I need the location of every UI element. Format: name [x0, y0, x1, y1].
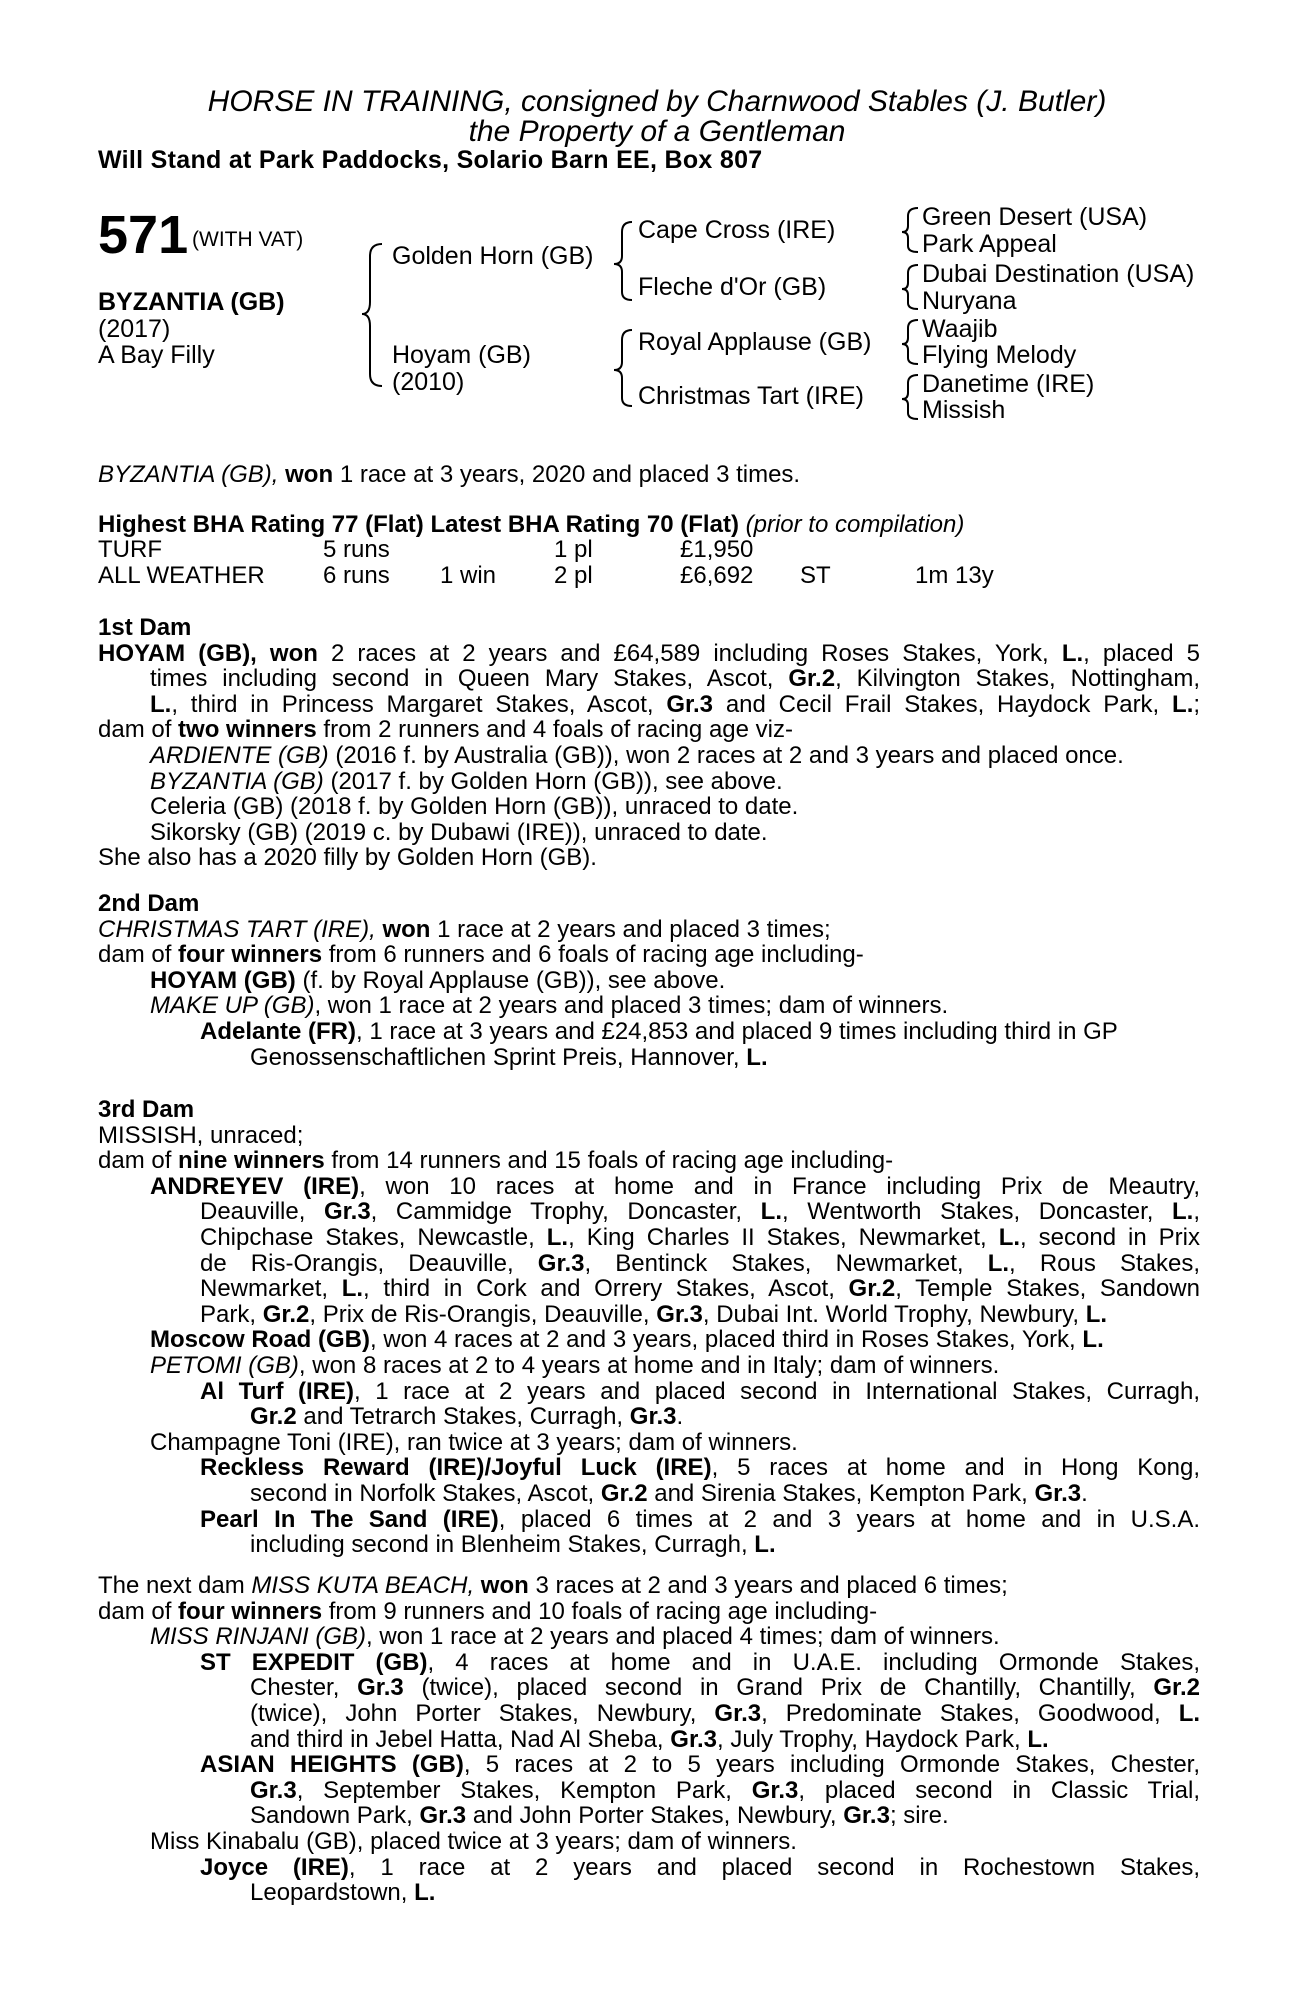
text: including second in Blenheim Stakes, Curragh, — [250, 1531, 748, 1559]
text: Miss Kinabalu (GB), placed twice at 3 years; dam of winners. — [150, 1827, 797, 1855]
text-bold: L. — [1178, 1699, 1201, 1727]
first-dam-section — [98, 615, 1200, 871]
text: from 2 runners and 4 foals of racing age viz- — [323, 716, 793, 744]
text: ; sire. — [889, 1802, 949, 1830]
summary-horse-name: BYZANTIA (GB), — [98, 461, 279, 488]
text-bold: L. — [546, 1223, 569, 1251]
text: , Bentinck Stakes, Newmarket, — [584, 1249, 964, 1277]
text-bold: Gr.3 — [1034, 1479, 1082, 1507]
text: , Temple Stakes, Sandown — [895, 1275, 1200, 1303]
text: 1 race at 2 years and placed 3 times; — [437, 915, 831, 943]
text: dam of — [98, 716, 172, 744]
pedigree-dsd: Flying Melody — [922, 341, 1077, 369]
aw-wins: 1 win — [440, 561, 497, 589]
text: and Sirenia Stakes, Kempton Park, — [654, 1479, 1028, 1507]
text-bold: ASIAN HEIGHTS (GB) — [200, 1751, 464, 1779]
text: , Rous Stakes, — [1009, 1249, 1200, 1277]
text: , won 8 races at 2 to 4 years at home and in Italy; dam of winners. — [298, 1351, 1000, 1379]
text-bold: ANDREYEV (IRE) — [150, 1172, 360, 1200]
text-bold: Pearl In The Sand (IRE) — [200, 1505, 499, 1533]
text-bold: ST EXPEDIT (GB) — [200, 1648, 428, 1676]
rating-table — [98, 537, 1200, 589]
text-bold: HOYAM (GB), won — [98, 639, 318, 667]
text-bold: Gr.3 — [629, 1403, 677, 1431]
property-line: the Property of a Gentleman — [468, 115, 846, 148]
pedigree-dam-dam: Christmas Tart (IRE) — [638, 382, 864, 410]
text: , third in Princess Margaret Stakes, Ascot, — [171, 690, 654, 718]
text: , — [1193, 1198, 1200, 1226]
text-bold: Gr.3 — [666, 690, 714, 718]
text-bold: L. — [1027, 1725, 1049, 1753]
text-bold: Adelante (FR) — [200, 1017, 356, 1045]
text-italic: CHRISTMAS TART (IRE), — [98, 915, 376, 943]
aw-distance: 1m 13y — [915, 561, 994, 589]
progeny-line: She also has a 2020 filly by Golden Horn (GB). — [98, 844, 597, 872]
pedigree-ssd: Park Appeal — [922, 230, 1057, 258]
text: . — [676, 1403, 684, 1431]
pedigree-dds: Danetime (IRE) — [922, 370, 1095, 398]
text: , 1 race at 2 years and placed second in Rochestown Stakes, — [348, 1853, 1201, 1881]
text-bold: Gr.2 — [600, 1479, 648, 1507]
text: MISSISH, unraced; — [98, 1121, 304, 1149]
text: Newmarket, — [200, 1275, 329, 1303]
text: Deauville, — [200, 1198, 306, 1226]
text-bold: L. — [998, 1223, 1021, 1251]
text: , 5 races at home and in Hong Kong, — [711, 1454, 1200, 1482]
text-italic: PETOMI (GB) — [150, 1351, 299, 1379]
summary-text: 1 race at 3 years, 2020 and placed 3 times. — [339, 461, 801, 488]
pedigree-sds: Dubai Destination (USA) — [922, 260, 1195, 288]
text: (f. by Royal Applause (GB)), see above. — [302, 966, 726, 994]
text-bold: Gr.3 — [843, 1802, 890, 1830]
text-bold: Gr.3 — [419, 1802, 467, 1830]
text: and Cecil Frail Stakes, Haydock Park, — [725, 690, 1160, 718]
text: (2017 f. by Golden Horn (GB)), see above. — [330, 767, 783, 795]
aw-money: £6,692 — [680, 561, 754, 589]
aw-runs: 6 runs — [323, 561, 390, 589]
text: dam of — [98, 1147, 172, 1175]
second-dam-section — [98, 891, 1200, 1070]
text-bold: nine winners — [178, 1147, 325, 1175]
text: 3 races at 2 and 3 years and placed 6 times; — [535, 1572, 1008, 1599]
text: , July Trophy, Haydock Park, — [716, 1725, 1021, 1753]
horse-year: (2017) — [98, 315, 171, 343]
consignor-line: HORSE IN TRAINING, consigned by Charnwood Stables (J. Butler) — [207, 85, 1107, 118]
pedigree-sire: Golden Horn (GB) — [392, 242, 594, 270]
rating-heading — [98, 512, 1200, 538]
pedigree-dam: Hoyam (GB) — [392, 341, 531, 369]
text: Chipchase Stakes, Newcastle, — [200, 1223, 535, 1251]
text: , Wentworth Stakes, Doncaster, — [782, 1198, 1154, 1226]
next-dam-section — [98, 1573, 1200, 1906]
text: Park, — [200, 1300, 257, 1328]
turf-runs: 5 runs — [323, 536, 390, 563]
turf-surface: TURF — [98, 536, 162, 563]
text-italic: ARDIENTE (GB) — [150, 741, 329, 769]
text: . — [1081, 1479, 1088, 1507]
text-bold: two winners — [178, 716, 317, 744]
text: , 4 races at home and in U.A.E. including Ormonde Stakes, — [427, 1648, 1200, 1676]
text: , Prix de Ris-Orangis, Deauville, — [309, 1300, 650, 1328]
text: , September Stakes, Kempton Park, — [296, 1776, 732, 1804]
text-bold: Gr.3 — [250, 1776, 297, 1804]
turf-money: £1,950 — [680, 536, 754, 563]
text: times including second in Queen Mary Stakes, Ascot, — [150, 665, 774, 693]
text-italic: BYZANTIA (GB) — [150, 767, 324, 795]
horse-name: BYZANTIA (GB) — [98, 288, 285, 316]
text: , placed 5 — [1083, 639, 1201, 667]
pedigree-dam-year: (2010) — [392, 368, 465, 396]
third-dam-heading: 3rd Dam — [98, 1096, 195, 1123]
text: , third in Cork and Orrery Stakes, Ascot, — [363, 1275, 835, 1303]
text: , won 1 race at 2 years and placed 3 times; dam of winners. — [314, 992, 949, 1020]
pedigree-dss: Waajib — [922, 315, 998, 343]
second-dam-heading: 2nd Dam — [98, 890, 200, 917]
text: (2016 f. by Australia (GB)), won 2 races at 2 and 3 years and placed once. — [335, 741, 1124, 769]
text: , King Charles II Stakes, Newmarket, — [568, 1223, 987, 1251]
text: 2 races at 2 years and £64,589 including Roses Stakes, York, — [330, 639, 1049, 667]
pedigree-sss: Green Desert (USA) — [922, 203, 1148, 231]
text: , won 10 races at home and in France including Prix de Meautry, — [359, 1172, 1200, 1200]
text-bold: L. — [1082, 1326, 1104, 1354]
text: , second in Prix — [1020, 1223, 1200, 1251]
text: , Dubai Int. World Trophy, Newbury, — [702, 1300, 1080, 1328]
text-bold: L. — [150, 690, 172, 718]
pedigree-dam-sire: Royal Applause (GB) — [638, 328, 872, 356]
text-italic: MISS KUTA BEACH, — [251, 1572, 475, 1599]
text-bold: Gr.3 — [751, 1776, 799, 1804]
text: ; — [1193, 690, 1201, 718]
text: Champagne Toni (IRE), ran twice at 3 years; dam of winners. — [150, 1428, 798, 1456]
text: Sandown Park, — [250, 1802, 413, 1830]
vat-note: (WITH VAT) — [192, 228, 304, 251]
location-line: Will Stand at Park Paddocks, Solario Barn EE, Box 807 — [98, 146, 763, 174]
text: second in Norfolk Stakes, Ascot, — [250, 1479, 595, 1507]
aw-code: ST — [800, 561, 831, 589]
pedigree-sdd: Nuryana — [922, 287, 1017, 315]
text: , won 1 race at 2 years and placed 4 times; dam of winners. — [366, 1623, 1000, 1651]
text: , 1 race at 2 years and placed second in International Stakes, Curragh, — [354, 1377, 1200, 1405]
aw-surface: ALL WEATHER — [98, 561, 265, 589]
text-bold: Gr.2 — [848, 1275, 896, 1303]
text: , 1 race at 3 years and £24,853 and placed 9 times including third in GP — [356, 1017, 1118, 1045]
progeny-line: Celeria (GB) (2018 f. by Golden Horn (GB)), unraced to date. — [150, 793, 799, 821]
race-summary — [98, 462, 1200, 488]
text: , placed second in Classic Trial, — [798, 1776, 1200, 1804]
text-bold: Gr.3 — [670, 1725, 717, 1753]
progeny-line: Sikorsky (GB) (2019 c. by Dubawi (IRE)), unraced to date. — [150, 818, 768, 846]
aw-places: 2 pl — [554, 561, 593, 589]
text: , won 4 races at 2 and 3 years, placed third in Roses Stakes, York, — [370, 1326, 1076, 1354]
text: (twice), John Porter Stakes, Newbury, — [250, 1699, 697, 1727]
text-bold: Joyce (IRE) — [200, 1853, 349, 1881]
first-dam-heading: 1st Dam — [98, 614, 192, 641]
text-bold: Gr.2 — [788, 665, 836, 693]
text: The next dam — [98, 1572, 245, 1599]
horse-description: A Bay Filly — [98, 341, 215, 369]
text-bold: Moscow Road (GB) — [150, 1326, 370, 1354]
text-bold: four winners — [178, 941, 323, 969]
text-bold: L. — [746, 1043, 768, 1071]
text-bold: L. — [1061, 639, 1084, 667]
text: and John Porter Stakes, Newbury, — [472, 1802, 837, 1830]
text: dam of — [98, 1597, 172, 1625]
text-bold: Gr.3 — [323, 1198, 371, 1226]
text: from 6 runners and 6 foals of racing age including- — [328, 941, 864, 969]
text: de Ris-Orangis, Deauville, — [200, 1249, 514, 1277]
text: and third in Jebel Hatta, Nad Al Sheba, — [250, 1725, 664, 1753]
summary-won: won — [285, 461, 334, 488]
text-bold: Gr.3 — [714, 1699, 762, 1727]
text-bold: four winners — [178, 1597, 323, 1625]
text: Genossenschaftlichen Sprint Preis, Hannover, — [250, 1043, 740, 1071]
text-bold: Al Turf (IRE) — [200, 1377, 355, 1405]
text-italic: MISS RINJANI (GB) — [150, 1623, 367, 1651]
text-italic: MAKE UP (GB) — [150, 992, 315, 1020]
rating-note: (prior to compilation) — [745, 511, 965, 538]
text-bold: L. — [1172, 690, 1194, 718]
lot-number: 571 — [98, 205, 189, 265]
text: , placed 6 times at 2 and 3 years at home and in U.S.A. — [498, 1505, 1201, 1533]
text: , 5 races at 2 to 5 years including Ormonde Stakes, Chester, — [463, 1751, 1200, 1779]
text-bold: HOYAM (GB) — [150, 966, 296, 994]
pedigree-sire-sire: Cape Cross (IRE) — [638, 216, 836, 244]
text: Chester, — [250, 1674, 340, 1702]
turf-places: 1 pl — [554, 536, 593, 563]
text: from 9 runners and 10 foals of racing age including- — [328, 1597, 878, 1625]
text-bold: L. — [1172, 1198, 1194, 1226]
text-bold: Gr.2 — [1153, 1674, 1201, 1702]
text: , Kilvington Stakes, Nottingham, — [835, 665, 1201, 693]
text: (twice), placed second in Grand Prix de Chantilly, Chantilly, — [421, 1674, 1136, 1702]
text-bold: Reckless Reward (IRE)/Joyful Luck (IRE) — [200, 1454, 712, 1482]
text-bold: Gr.3 — [357, 1674, 404, 1702]
text-bold: L. — [987, 1249, 1010, 1277]
text-bold: Gr.3 — [537, 1249, 585, 1277]
pedigree-ddd: Missish — [922, 396, 1006, 424]
text: and Tetrarch Stakes, Curragh, — [303, 1403, 624, 1431]
text: , Cammidge Trophy, Doncaster, — [370, 1198, 743, 1226]
text-bold: L. — [1085, 1300, 1108, 1328]
text: from 14 runners and 15 foals of racing age including- — [331, 1147, 894, 1175]
text: dam of — [98, 941, 172, 969]
third-dam-section — [98, 1097, 1200, 1558]
text-bold: Gr.3 — [656, 1300, 703, 1328]
text-bold: L. — [754, 1531, 776, 1559]
text-bold: Gr.2 — [250, 1403, 297, 1431]
text: , Predominate Stakes, Goodwood, — [761, 1699, 1161, 1727]
text-bold: won — [382, 915, 431, 943]
text: Leopardstown, — [250, 1879, 408, 1907]
rating-bold: Highest BHA Rating 77 (Flat) Latest BHA Rating 70 (Flat) — [98, 511, 739, 538]
text-bold: L. — [341, 1275, 364, 1303]
text-bold: L. — [414, 1879, 436, 1907]
text-bold: L. — [760, 1198, 782, 1226]
text-bold: won — [480, 1572, 529, 1599]
text-bold: Gr.2 — [262, 1300, 310, 1328]
pedigree-sire-dam: Fleche d'Or (GB) — [638, 273, 827, 301]
